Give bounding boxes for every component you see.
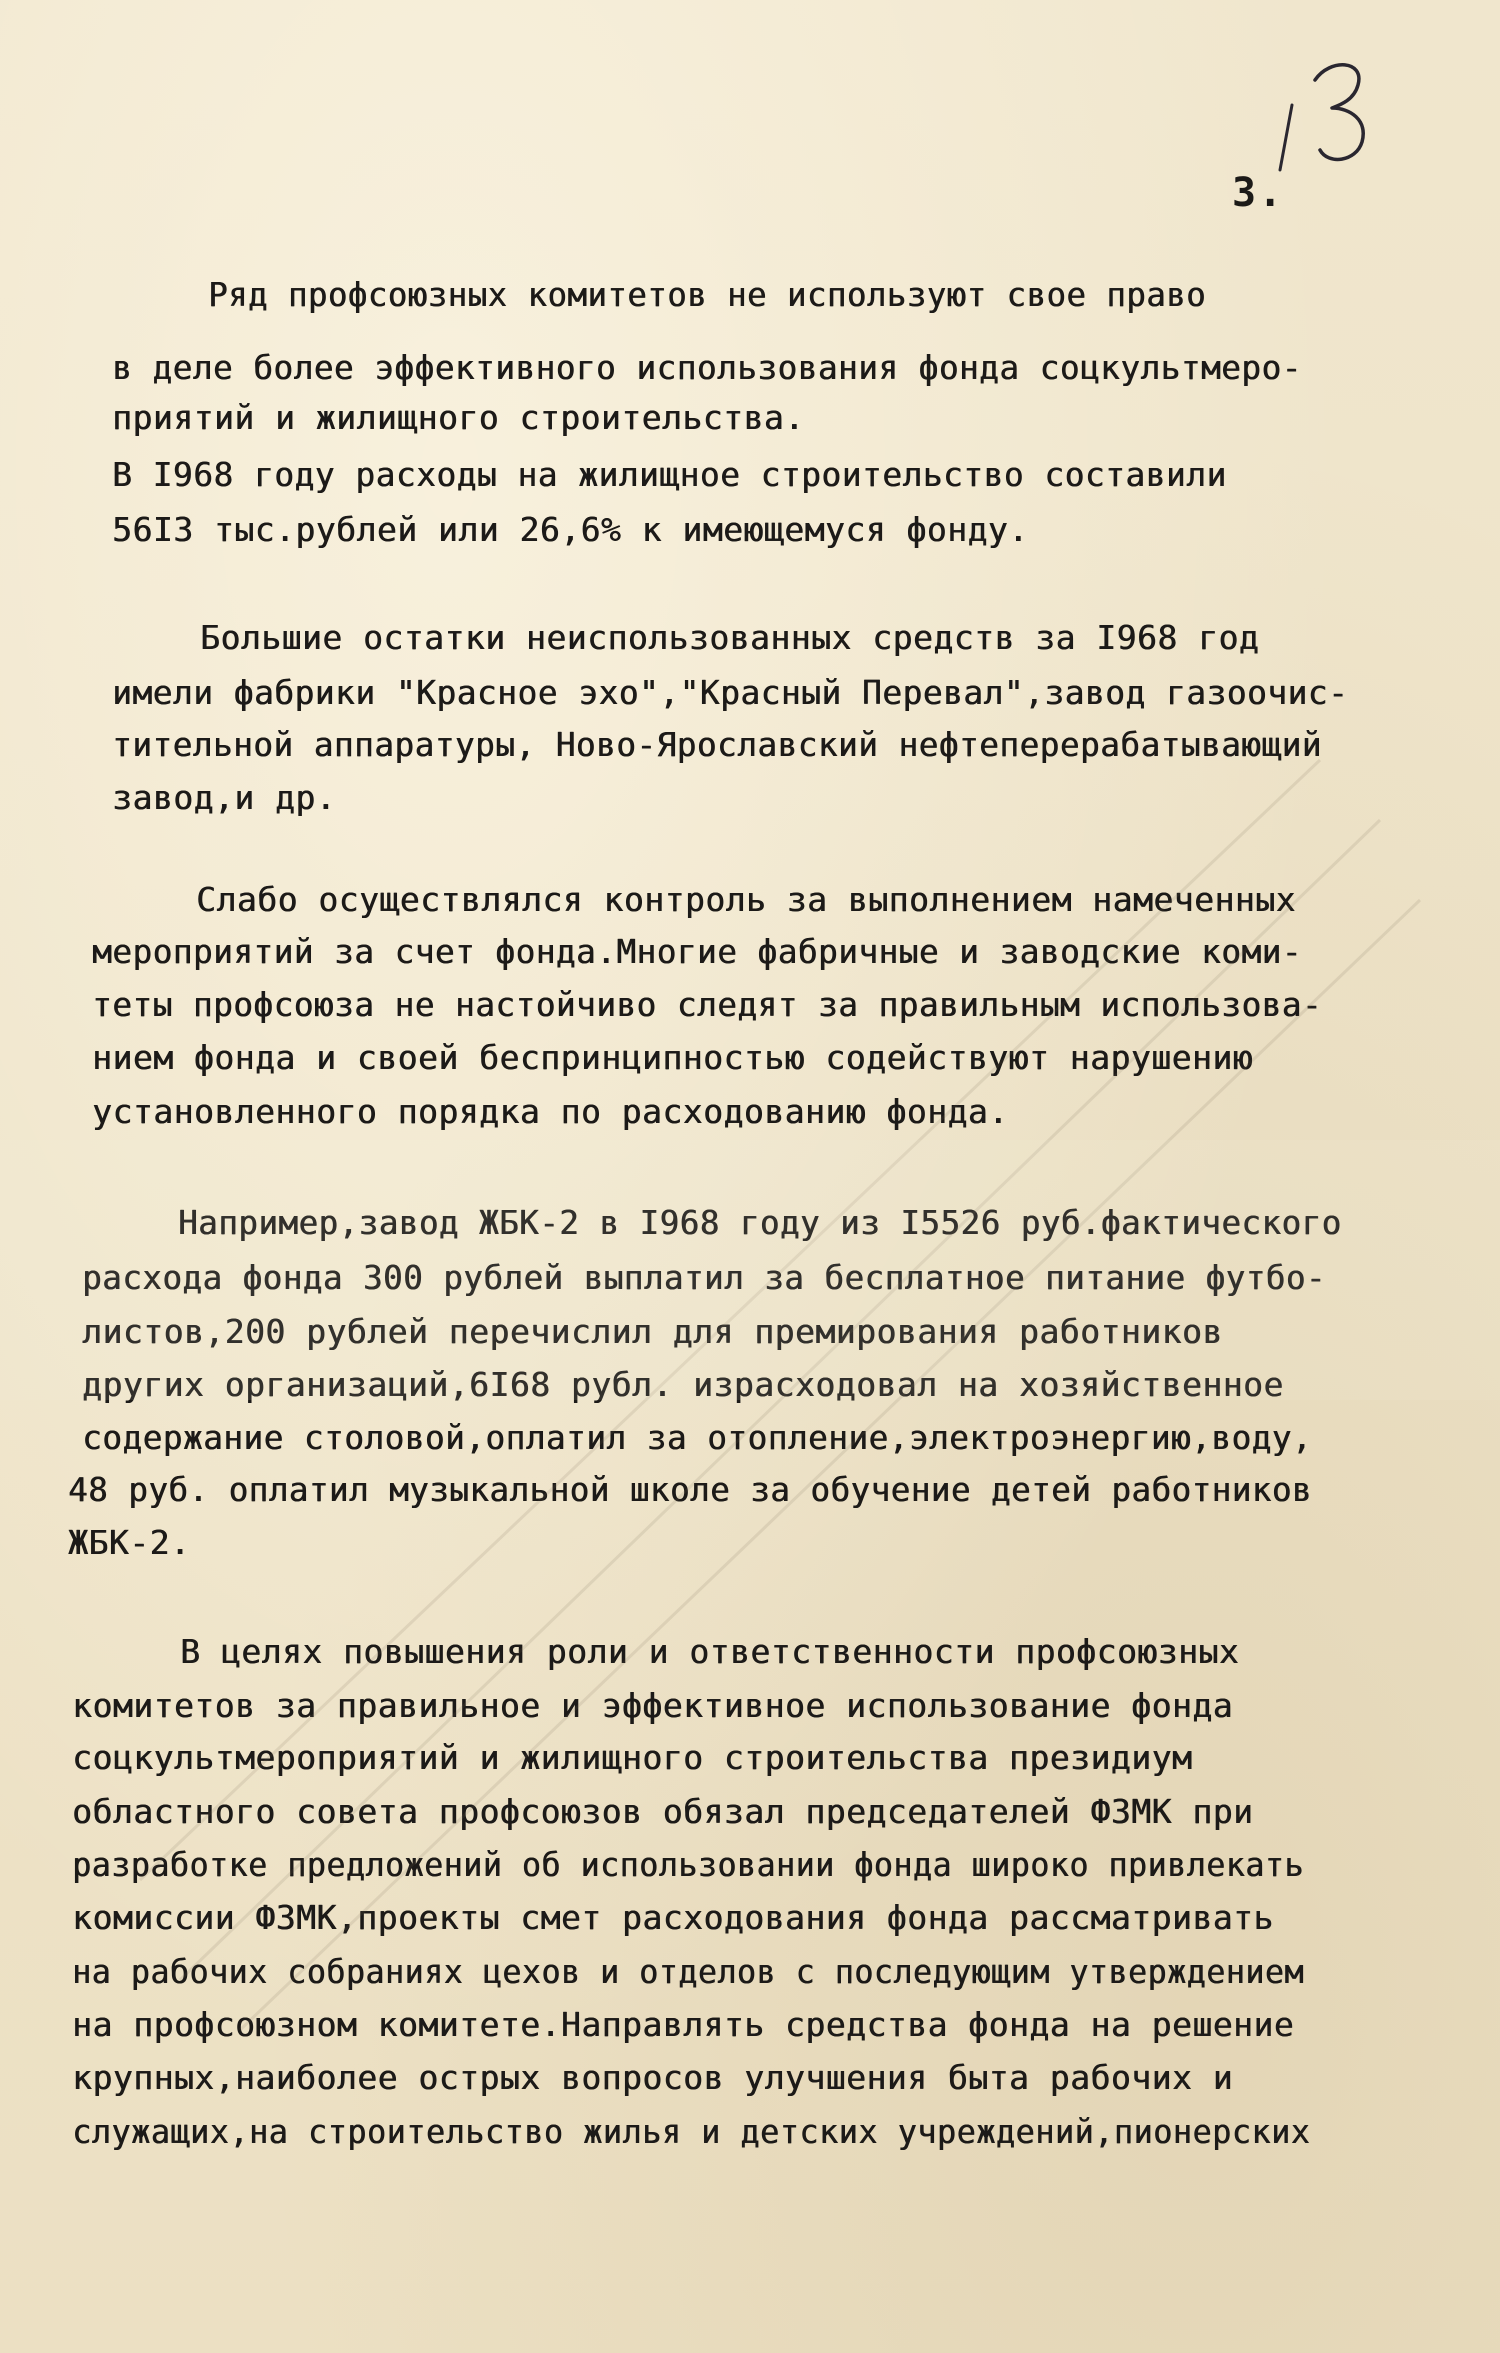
text-line: В I968 году расходы на жилищное строительство составили [112, 455, 1227, 494]
text-line: других организаций,6I68 рубл. израсходовал на хозяйственное [82, 1365, 1284, 1404]
text-line: 48 руб. оплатил музыкальной школе за обучение детей работников [68, 1470, 1312, 1509]
text-line: тительной аппаратуры, Ново-Ярославский нефтеперерабатывающий [112, 725, 1322, 764]
text-line: комиссии ФЗМК,проекты смет расходования фонда рассматривать [72, 1898, 1274, 1937]
text-line: на профсоюзном комитете.Направлять средства фонда на решение [72, 2005, 1295, 2044]
text-line: теты профсоюза не настойчиво следят за правильным использова- [92, 985, 1323, 1024]
text-line: имели фабрики "Красное эхо","Красный Перевал",завод газоочис- [112, 673, 1349, 712]
text-line: содержание столовой,оплатил за отопление,электроэнергию,воду, [82, 1418, 1313, 1457]
text-line: Слабо осуществлялся контроль за выполнением намеченных [196, 880, 1296, 919]
text-line: расхода фонда 300 рублей выплатил за бесплатное питание футбо- [82, 1258, 1326, 1297]
text-line: завод,и др. [112, 778, 337, 817]
text-line: Ряд профсоюзных комитетов не используют свое право [208, 275, 1207, 314]
text-line: в деле более эффективного использования фонда соцкультмеро- [112, 348, 1302, 387]
text-line: областного совета профсоюзов обязал председателей ФЗМК при [72, 1792, 1254, 1831]
text-line: разработке предложений об использовании фонда широко привлекать [72, 1845, 1304, 1884]
text-line: Большие остатки неиспользованных средств за I968 год [200, 618, 1260, 657]
text-line: установленного порядка по расходованию фонда. [92, 1092, 1009, 1131]
text-line: на рабочих собраниях цехов и отделов с последующим утверждением [72, 1952, 1304, 1991]
text-line: соцкультмероприятий и жилищного строительства президиум [72, 1738, 1193, 1777]
text-line: листов,200 рублей перечислил для премирования работников [82, 1312, 1223, 1351]
page-number: 3. [1232, 170, 1285, 216]
text-line: 56I3 тыс.рублей или 26,6% к имеющемуся фонду. [112, 510, 1029, 549]
text-line: Например,завод ЖБК-2 в I968 году из I5526 руб.фактического [178, 1203, 1342, 1242]
text-line: мероприятий за счет фонда.Многие фабричные и заводские коми- [92, 932, 1302, 971]
text-line: В целях повышения роли и ответственности профсоюзных [180, 1632, 1240, 1671]
text-line: ЖБК-2. [68, 1523, 191, 1562]
text-line: крупных,наиболее острых вопросов улучшения быта рабочих и [72, 2058, 1233, 2097]
handwritten-page-number [1270, 50, 1390, 180]
text-line: нием фонда и своей беспринципностью содействуют нарушению [92, 1038, 1253, 1077]
text-line: комитетов за правильное и эффективное использование фонда [72, 1686, 1233, 1725]
text-line: приятий и жилищного строительства. [112, 398, 805, 437]
text-line: служащих,на строительство жилья и детских учреждений,пионерских [72, 2112, 1311, 2151]
